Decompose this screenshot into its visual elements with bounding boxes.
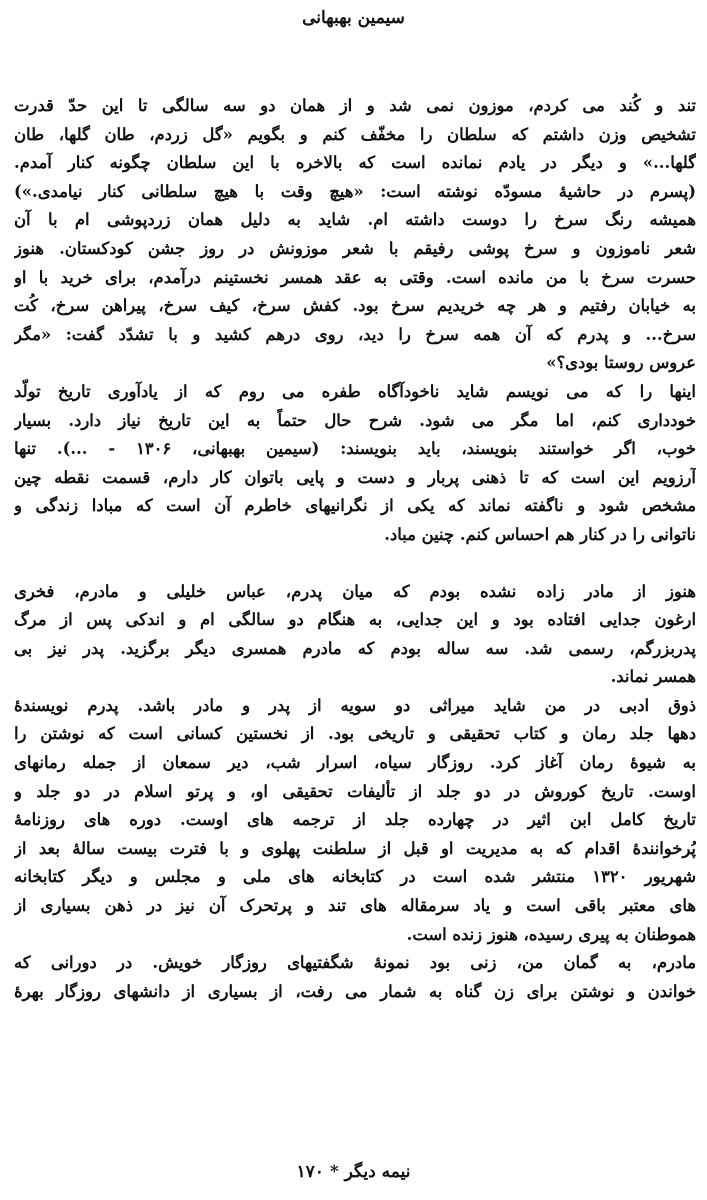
- text-line: مشخص شود و ناگفته نماند که یکی از نگرانیهای خاطرم آن است که مبادا زندگی و: [14, 496, 696, 516]
- text-line: آرزویم این است که تا ذهنی پربار و دست و پایی باتوان کار دارم، قسمت نقطه چین: [14, 467, 696, 487]
- paragraph-6: [14, 949, 696, 1006]
- text-line: همسر نماند.: [610, 667, 696, 687]
- text-line: ارغون جدایی افتاده بود و این جدایی، به هنگام دو سالگی ام و اندکی پس از مرگ: [14, 610, 696, 630]
- text-line: سرخ... و پدرم که آن همه سرخ را دید، روی درهم کشید و با تشدّد گفت: «مگر: [14, 324, 696, 344]
- paragraph-5: [14, 692, 696, 949]
- text-line: مادرم، به گمان من، زنی بود نمونهٔ شگفتیهای روزگار خویش. در دورانی که: [14, 953, 696, 973]
- text-line: هموطنان به پیری رسیده، هنوز زنده است.: [406, 924, 696, 944]
- text-line: عروس روستا بودی؟»: [546, 353, 696, 373]
- text-line: خوب، اگر خواستند بنویسند، باید بنویسند: (سیمین بهبهانی، ۱۳۰۶ - ...). تنها: [14, 439, 696, 459]
- text-line: شهریور ۱۳۲۰ منتشر شده است در کتابخانه های ملی و مجلس و دیگر کتابخانه: [14, 867, 696, 887]
- author-name: سیمین بهبهانی: [302, 8, 405, 28]
- text-line: ناتوانی را در کنار هم احساس کنم. چنین مباد.: [384, 524, 696, 544]
- text-line: به خیابان رفتیم و هر چه خریدیم سرخ بود. کفش سرخ، کیف سرخ، پیراهن سرخ، کُت: [14, 296, 696, 316]
- text-line: (پسرم در حاشیهٔ مسودّه نوشته است: «هیچ وقت با هیچ سلطانی کنار نیامدی.»): [14, 181, 696, 201]
- text-line: همیشه رنگ سرخ را دوست داشته ام. شاید به دلیل همان زردپوشی ام با آن: [14, 210, 696, 230]
- text-line: ذوق ادبی در من شاید میراثی دو سویه از پدر و مادر باشد. پدرم نویسندهٔ: [14, 695, 696, 715]
- text-line: اینها را که می نویسم شاید ناخودآگاه طفره می روم که از یادآوری تاریخ تولّد: [14, 381, 696, 401]
- paragraph-1: [14, 92, 696, 206]
- body-text: [14, 92, 696, 1006]
- text-line: حسرت سرخ با من مانده است. وقتی به عقد همسر نخستینم درآمدم، برای خرید با او: [14, 267, 696, 287]
- page-footer: [0, 1160, 707, 1184]
- paragraph-4: [14, 578, 696, 692]
- page-number-label: نیمه دیگر * ۱۷۰: [296, 1162, 411, 1182]
- text-line: خودداری کنم، اما مگر می شود. شرح حال حتماً به این تاریخ نیاز دارد. بسیار: [14, 410, 696, 430]
- text-line: گلها...» و دیگر در یادم نمانده است که بالاخره با این سلطان چگونه کنار آمدم.: [14, 153, 696, 173]
- text-line: های معتبر باقی است و یاد سرمقاله های تند و پرتحرک آن نیز در ذهن بسیاری از: [14, 896, 696, 916]
- text-line: دهها جلد رمان و کتاب تحقیقی و تاریخی بود. از نخستین کسانی است که نوشتن را: [14, 724, 696, 744]
- paragraph-2: [14, 206, 696, 378]
- running-header: [0, 6, 707, 30]
- text-line: پُرخوانندهٔ اقدام که به مدیریت او قبل از سلطنت پهلوی و با فترت بیست سالهٔ بعد از: [14, 838, 696, 858]
- text-line: پدربزرگم، رسمی شد. سه ساله بودم که مادرم همسری دیگر برگزید. پدر نیز بی: [14, 638, 696, 658]
- text-line: هنوز از مادر زاده نشده بودم که میان پدرم، عباس خلیلی و مادرم، فخری: [14, 581, 696, 601]
- text-line: تاریخ کامل ابن اثیر در چهارده جلد از ترجمه های اوست. دوره های روزنامهٔ: [14, 810, 696, 830]
- text-line: اوست. تاریخ کوروش در دو جلد از تألیفات تحقیقی او، و پرتو اسلام در دو جلد و: [14, 781, 696, 801]
- section-gap: [14, 550, 696, 578]
- text-line: تند و کُند می کردم، موزون نمی شد و از همان دو سه سالگی تا این حدّ قدرت: [14, 96, 696, 115]
- paragraph-3: [14, 378, 696, 550]
- text-line: شعر ناموزون و سرخ پوشی رفیقم با شعر موزونش در روز جشن کودکستان. هنوز: [14, 238, 696, 258]
- text-line: تشخیص وزن داشتم که سلطان را مخفّف کنم و بگویم «گل زردم، طان گلها، طان: [14, 124, 696, 144]
- text-line: به شیوهٔ رمان آغاز کرد. روزگار سیاه، اسرار شب، دیر سمعان از جمله رمانهای: [14, 753, 696, 773]
- text-line: خواندن و نوشتن برای زن گناه به شمار می رفت، از بسیاری از دانشهای روزگار بهرهٔ: [14, 981, 696, 1001]
